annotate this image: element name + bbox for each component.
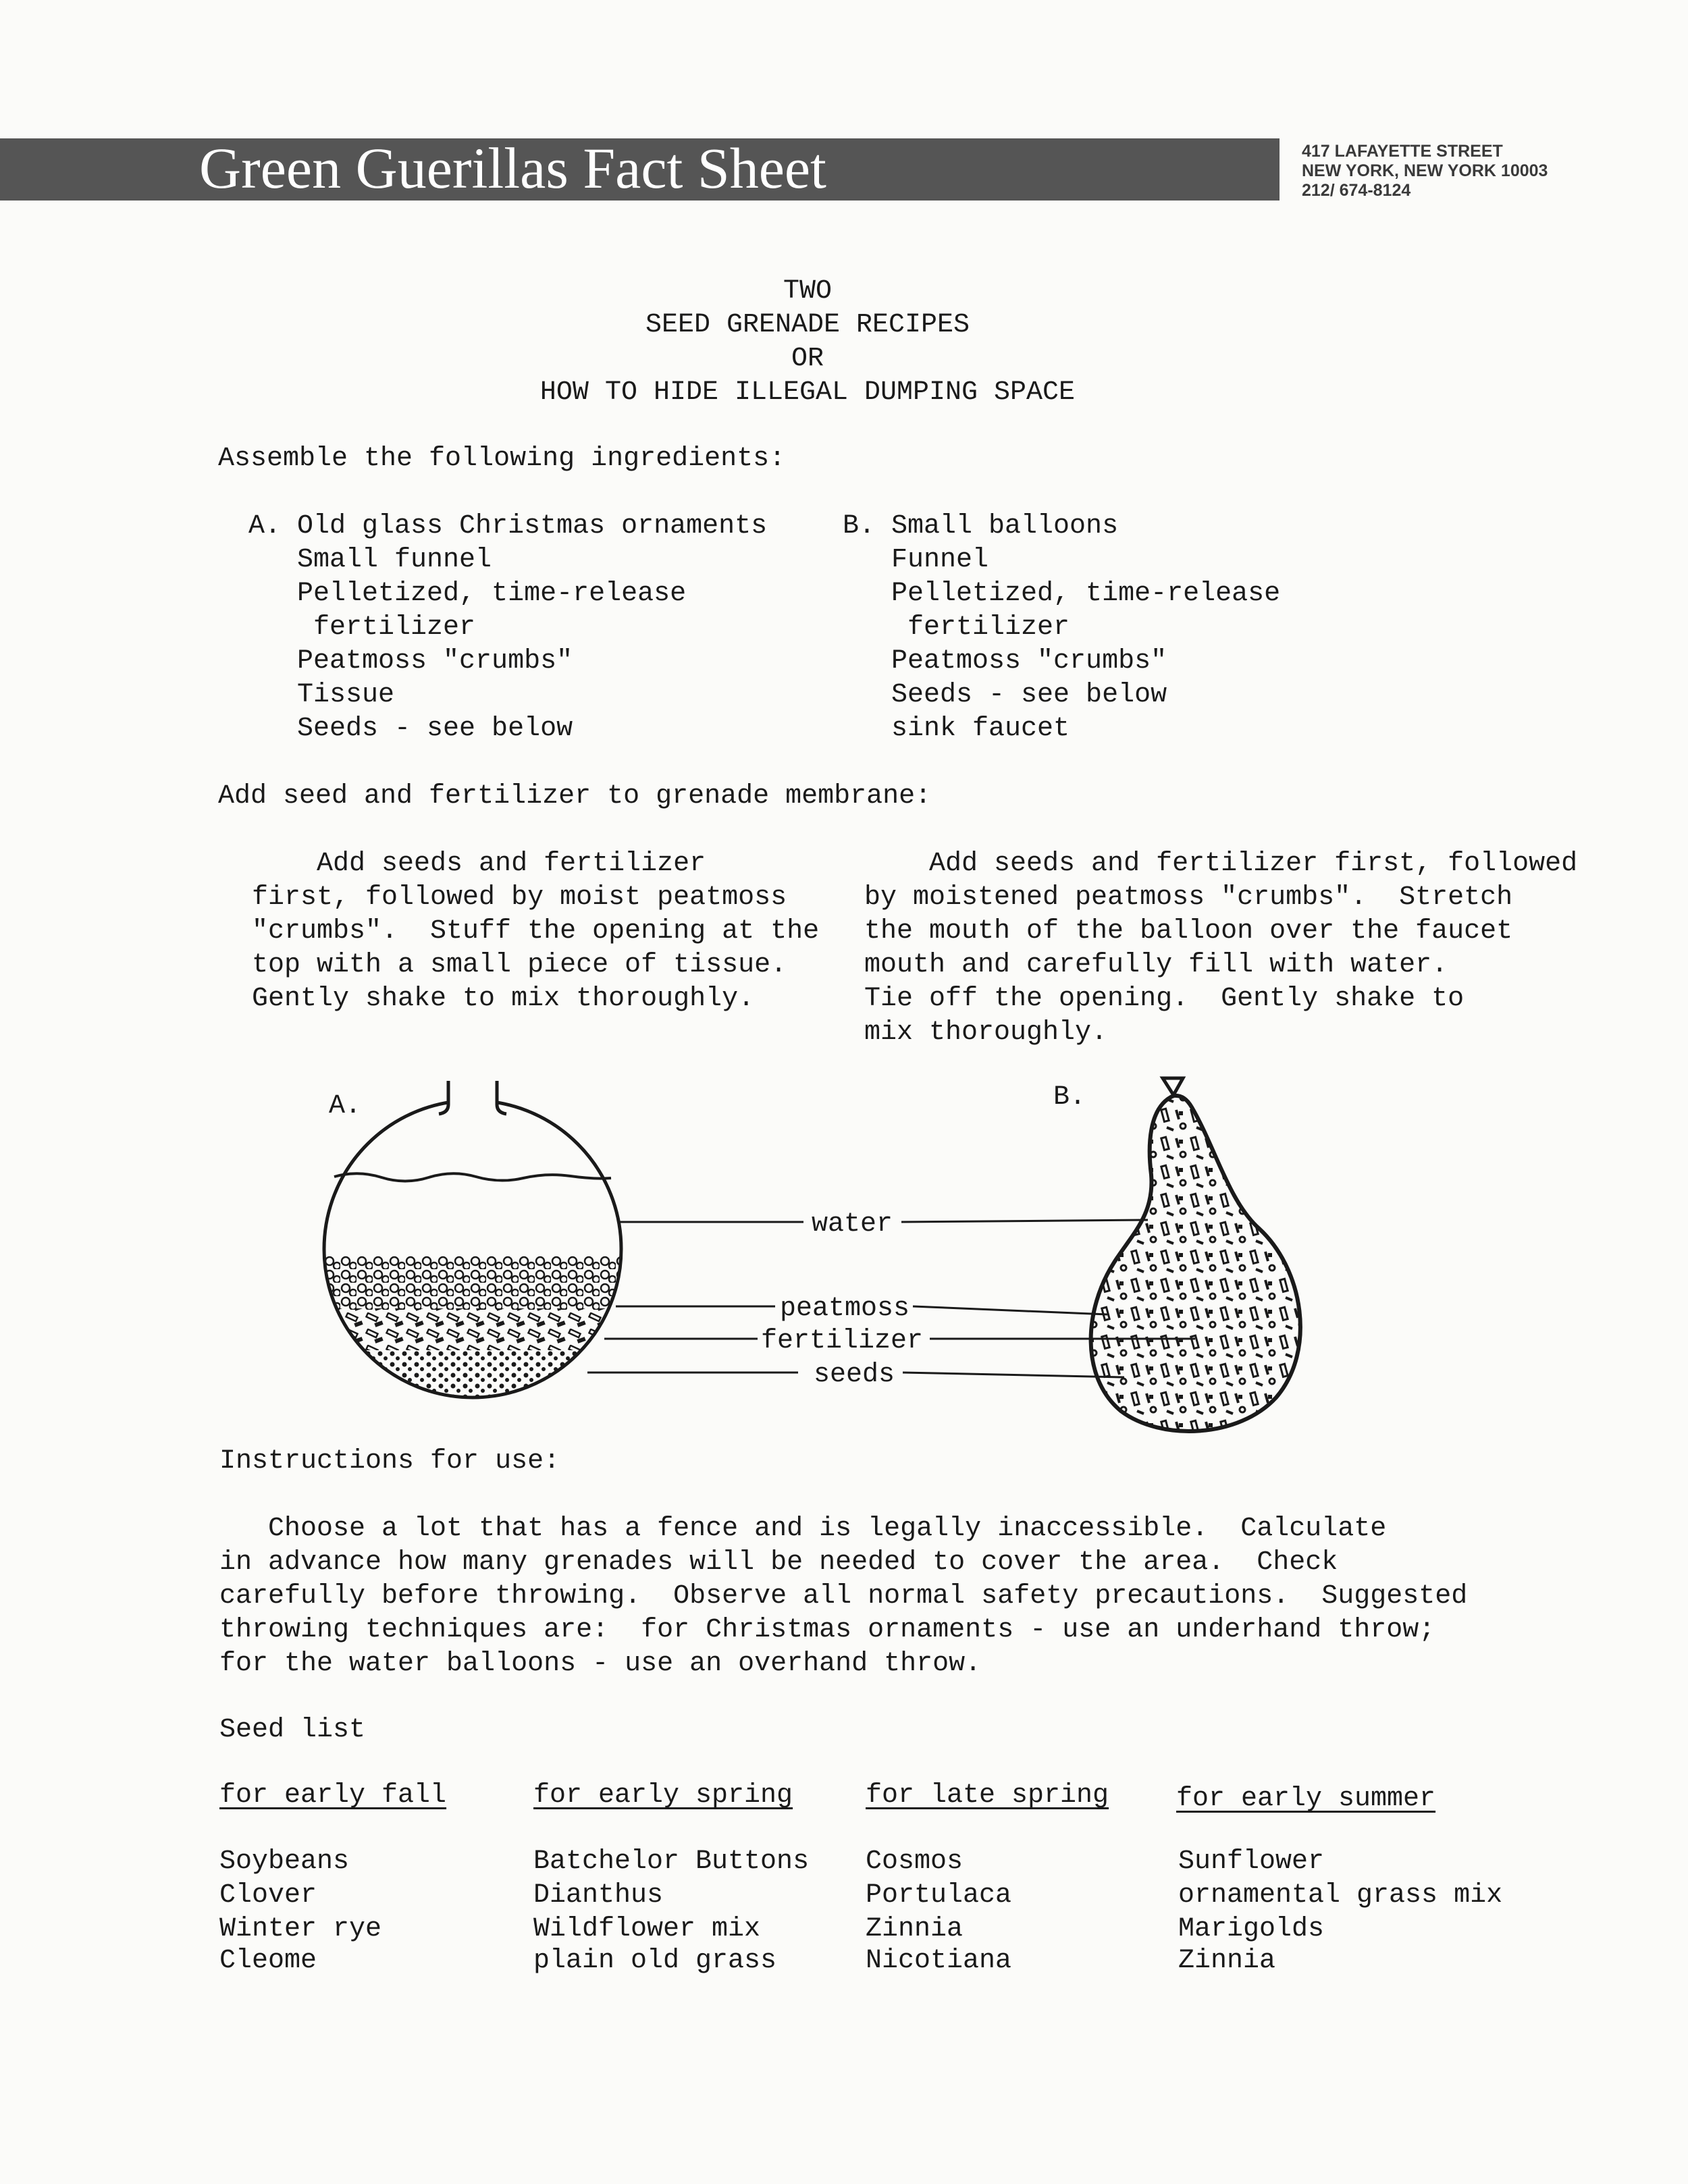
peatmoss-layer [324,1256,621,1310]
add-label: Add seed and fertilizer to grenade membrane: [218,781,932,811]
seed-item: Cleome [219,1946,317,1976]
seed-item: plain old grass [533,1946,777,1976]
ingredient-a-line: fertilizer [248,612,476,643]
seed-item: Batchelor Buttons [533,1846,810,1877]
ingredient-a-line: Peatmoss "crumbs" [248,646,573,676]
seed-column-header: for early spring [533,1780,793,1811]
fertilizer-label: fertilizer [761,1326,924,1356]
ingredient-a-line: Small funnel [248,545,492,575]
seed-item: Wildflower mix [533,1914,761,1944]
seed-item: Marigolds [1178,1914,1325,1944]
seed-column-header: for early fall [219,1780,447,1811]
seeds-callout-line [903,1373,1124,1377]
method-b-line: Tie off the opening. Gently shake to [864,984,1465,1014]
ingredient-a-line: Pelletized, time-release [248,579,687,609]
heading-line: SEED GRENADE RECIPES [645,310,970,340]
seed-item: Portulaca [866,1880,1012,1911]
balloon-illustration [1091,1078,1300,1431]
water-line [334,1173,611,1181]
address-line: 417 LAFAYETTE STREET [1302,142,1503,161]
instructions-line: throwing techniques are: for Christmas ornaments - use an underhand throw; [219,1615,1435,1645]
heading-line: HOW TO HIDE ILLEGAL DUMPING SPACE [539,377,1076,408]
peatmoss-callout-line [913,1306,1107,1314]
seed-item: Clover [219,1880,317,1911]
seed-item: Winter rye [219,1914,382,1944]
heading-line: OR [791,344,824,374]
diagram-label-b: B. [1053,1082,1086,1113]
ingredient-b-line: Seeds - see below [843,680,1167,710]
seed-item: Dianthus [533,1880,664,1911]
method-b-line: mix thoroughly. [864,1017,1108,1048]
peatmoss-label: peatmoss [780,1294,910,1324]
ingredient-b-line: Pelletized, time-release [843,579,1281,609]
ingredient-b-line: Funnel [843,545,989,575]
ingredient-b-line: Peatmoss "crumbs" [843,646,1167,676]
method-a-line: Gently shake to mix thoroughly. [252,984,755,1014]
fertilizer-layer [324,1308,621,1350]
method-a-line: "crumbs". Stuff the opening at the [252,916,820,947]
seed-list-label: Seed list [219,1715,366,1745]
instructions-line: Choose a lot that has a fence and is legally inaccessible. Calculate [219,1514,1387,1544]
instructions-label: Instructions for use: [219,1446,560,1476]
ingredient-a-line: A. Old glass Christmas ornaments [248,511,768,541]
ingredient-b-line: fertilizer [843,612,1070,643]
method-b-line: the mouth of the balloon over the faucet [864,916,1513,947]
instructions-line: for the water balloons - use an overhand throw. [219,1649,982,1679]
heading-line: TWO [783,276,832,307]
water-callout-line [901,1220,1148,1222]
ingredient-a-line: Seeds - see below [248,714,573,744]
water-label: water [812,1209,893,1240]
seed-item: Zinnia [866,1914,964,1944]
address-line: NEW YORK, NEW YORK 10003 [1302,161,1548,180]
ingredient-b-line: sink faucet [843,714,1070,744]
method-a-line: first, followed by moist peatmoss [252,882,787,913]
seeds-label: seeds [814,1360,895,1390]
instructions-line: in advance how many grenades will be needed to cover the area. Check [219,1547,1338,1578]
seed-item: Cosmos [866,1846,964,1877]
address-line: 212/ 674-8124 [1302,181,1411,200]
method-a-line: top with a small piece of tissue. [252,950,787,980]
method-b-line: mouth and carefully fill with water. [864,950,1448,980]
instructions-line: carefully before throwing. Observe all normal safety precautions. Suggested [219,1581,1468,1612]
balloon-outline [1091,1096,1300,1431]
ornament-illustration [324,1079,621,1404]
ingredient-a-line: Tissue [248,680,395,710]
seed-item: Zinnia [1178,1946,1276,1976]
seed-column-header: for early summer [1176,1784,1436,1814]
balloon-knot [1163,1078,1183,1095]
diagram-label-a: A. [329,1091,362,1121]
seed-item: Nicotiana [866,1946,1012,1976]
method-b-line: by moistened peatmoss "crumbs". Stretch [864,882,1513,913]
seed-item: Sunflower [1178,1846,1325,1877]
fact-sheet-title: Green Guerillas Fact Sheet [199,136,826,201]
seed-column-header: for late spring [866,1780,1109,1811]
seed-item: Soybeans [219,1846,350,1877]
method-a-line: Add seeds and fertilizer [252,849,706,879]
method-b-line: Add seeds and fertilizer first, followed [864,849,1578,879]
ingredient-b-line: B. Small balloons [843,511,1119,541]
seed-item: ornamental grass mix [1178,1880,1503,1911]
assemble-label: Assemble the following ingredients: [218,444,786,474]
